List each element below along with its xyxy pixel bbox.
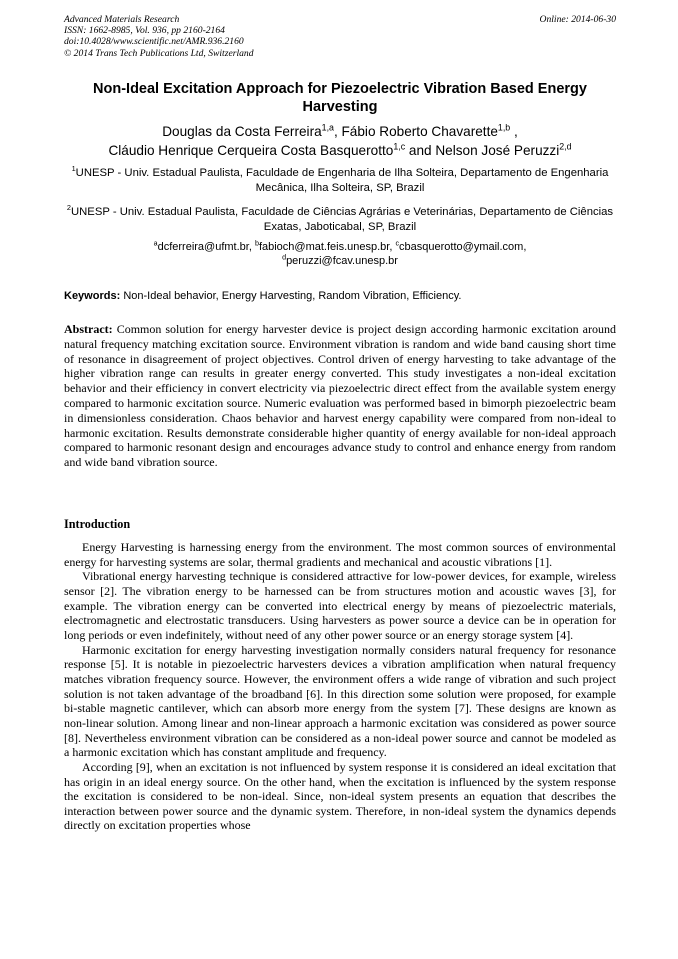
author-affiliation-mark: 1,c xyxy=(393,141,406,152)
email-link[interactable]: cbasquerotto@ymail.com xyxy=(399,241,524,253)
email-mark: a xyxy=(153,239,158,248)
journal-name: Advanced Materials Research xyxy=(64,14,180,25)
author-affiliation-mark: 1,b xyxy=(497,122,511,133)
issn-line: ISSN: 1662-8985, Vol. 936, pp 2160-2164 xyxy=(64,25,225,37)
journal-header xyxy=(64,14,616,59)
affiliation-1 xyxy=(64,166,616,195)
author-name: Douglas da Costa Ferreira xyxy=(162,124,322,139)
email-link[interactable]: peruzzi@fcav.unesp.br xyxy=(286,255,398,267)
author-name: Cláudio Henrique Cerqueira Costa Basquerotto xyxy=(108,143,394,158)
body-paragraph: Harmonic excitation for energy harvesting investigation normally considers natural frequency for resonance response [5]. It is notable in piezoelectric harvesters devices a vibration amplification when natural frequency matches vibration frequency source. However, the environment offers a wide range of vibration and such project solution is not taken advantage of the broadband [6]. In this direction some solution were proposed, for example bi-stable magnetic cantilever, which can absorb more energy from the system [7]. These designs are known as non-linear solution. Among linear and non-linear approach a harmonic excitation was considered as power source [8]. Nevertheless environment vibration can be considered as a non-ideal power source and cannot be modeled as a harmonic excitation which has constant amplitude and frequency. xyxy=(64,642,616,760)
email-mark: b xyxy=(254,239,259,248)
affiliation-mark: 1 xyxy=(71,164,76,174)
keywords-label: Keywords: xyxy=(64,290,121,302)
online-date: Online: 2014-06-30 xyxy=(539,14,616,25)
doi-line: doi:10.4028/www.scientific.net/AMR.936.2160 xyxy=(64,36,244,48)
author-affiliation-mark: 2,d xyxy=(559,141,572,152)
email-list: $^a$dcferreira@ufmt.br, $^b$fabioch@mat.feis.unesp.br, $^c$cbasquerotto@ymail.com, $^d$peruzzi@fcav.unesp.br xyxy=(153,239,527,267)
author-name: Nelson José Peruzzi xyxy=(435,143,560,158)
copyright-line: © 2014 Trans Tech Publications Ltd, Switzerland xyxy=(64,47,254,59)
email-mark: d xyxy=(282,253,287,262)
affiliation-mark: 2 xyxy=(66,203,71,213)
affiliation-text: UNESP - Univ. Estadual Paulista, Faculdade de Ciências Agrárias e Veterinárias, Departamento de Ciências Exatas, Jaboticabal, SP, Brazil xyxy=(70,206,614,233)
email-link[interactable]: dcferreira@ufmt.br xyxy=(157,241,249,253)
author-list: Douglas da Costa Ferreira$^{1,a}$, Fábio Roberto Chavarette$^{1,b}$ , Cláudio Henrique Cerqueira Costa Basquerotto$^{1,c}$ and Nelson José Peruzzi$^{2,d}$ xyxy=(108,122,572,158)
body-paragraph: Vibrational energy harvesting technique is considered attractive for low-power devices, for example, wireless sensor [2]. The vibration energy to be harnessed can be from structures motion and acoustic waves [3], for example. The vibration energy can be converted into electrical energy by means of piezoelectric materials, electromagnetic and electrostatic transducers. Using harvesters as power source a device can be in operation for long periods or even indefinitely, without need of any other power source or an energy storage system [4]. xyxy=(64,569,616,642)
email-mark: c xyxy=(395,239,400,248)
author-name: Fábio Roberto Chavarette xyxy=(341,124,498,139)
abstract-label: Abstract: xyxy=(64,322,113,336)
keywords xyxy=(64,289,616,303)
author-affiliation-mark: 1,a xyxy=(321,122,334,133)
keywords-text: Non-Ideal behavior, Energy Harvesting, Random Vibration, Efficiency. xyxy=(123,290,462,302)
affiliation-text: UNESP - Univ. Estadual Paulista, Faculdade de Engenharia de Ilha Solteira, Departamento de Engenharia Mecânica, Ilha Solteira, SP, Brazil xyxy=(75,167,609,194)
email-link[interactable]: fabioch@mat.feis.unesp.br xyxy=(258,241,390,253)
paper-title: Non-Ideal Excitation Approach for Piezoelectric Vibration Based Energy Harvesting xyxy=(93,81,587,115)
body-paragraph: Energy Harvesting is harnessing energy from the environment. The most common sources of environmental energy for harvesting systems are solar, thermal gradients and mechanical and acoustic vibrations [1]. xyxy=(64,540,616,569)
introduction-body xyxy=(64,540,616,833)
body-paragraph: According [9], when an excitation is not influenced by system response it is considered an ideal excitation that has origin in an ideal energy source. On the other hand, when the excitation is influenced by the system response the excitation is considered to be non-ideal. Since, non-ideal system presents an equation that describes the interaction between power source and the dynamic system. Therefore, in non-ideal system the dynamics depends directly on excitation properties whose xyxy=(64,759,616,833)
abstract xyxy=(64,322,616,470)
section-heading-introduction: Introduction xyxy=(64,517,131,531)
affiliation-2 xyxy=(64,205,616,234)
abstract-text: Common solution for energy harvester device is project design according harmonic excitation around natural frequency matching excitation source. Environment vibration is random and wide band causing short time of resonance in disagreement of project objectives. Control driven of energy harvesting to take advantage of the higher vibration range can results in greater energy converted. This study investigates a non-ideal excitation behavior and their efficiency in convert electricity via piezoelectric direct effect from the available system energy compared to harmonic excitation source. Numeric evaluation was performed based in bimorph piezoelectric beam in dimensionless consideration. Chaos behavior and harvest energy capability were compared from non-ideal to harmonic excitation. Results demonstrate considerable higher quantity of energy available for non-ideal approach compared to harmonic resonant design and encourages advance study to control and enhance energy from random and wide band vibration source. xyxy=(64,322,617,470)
